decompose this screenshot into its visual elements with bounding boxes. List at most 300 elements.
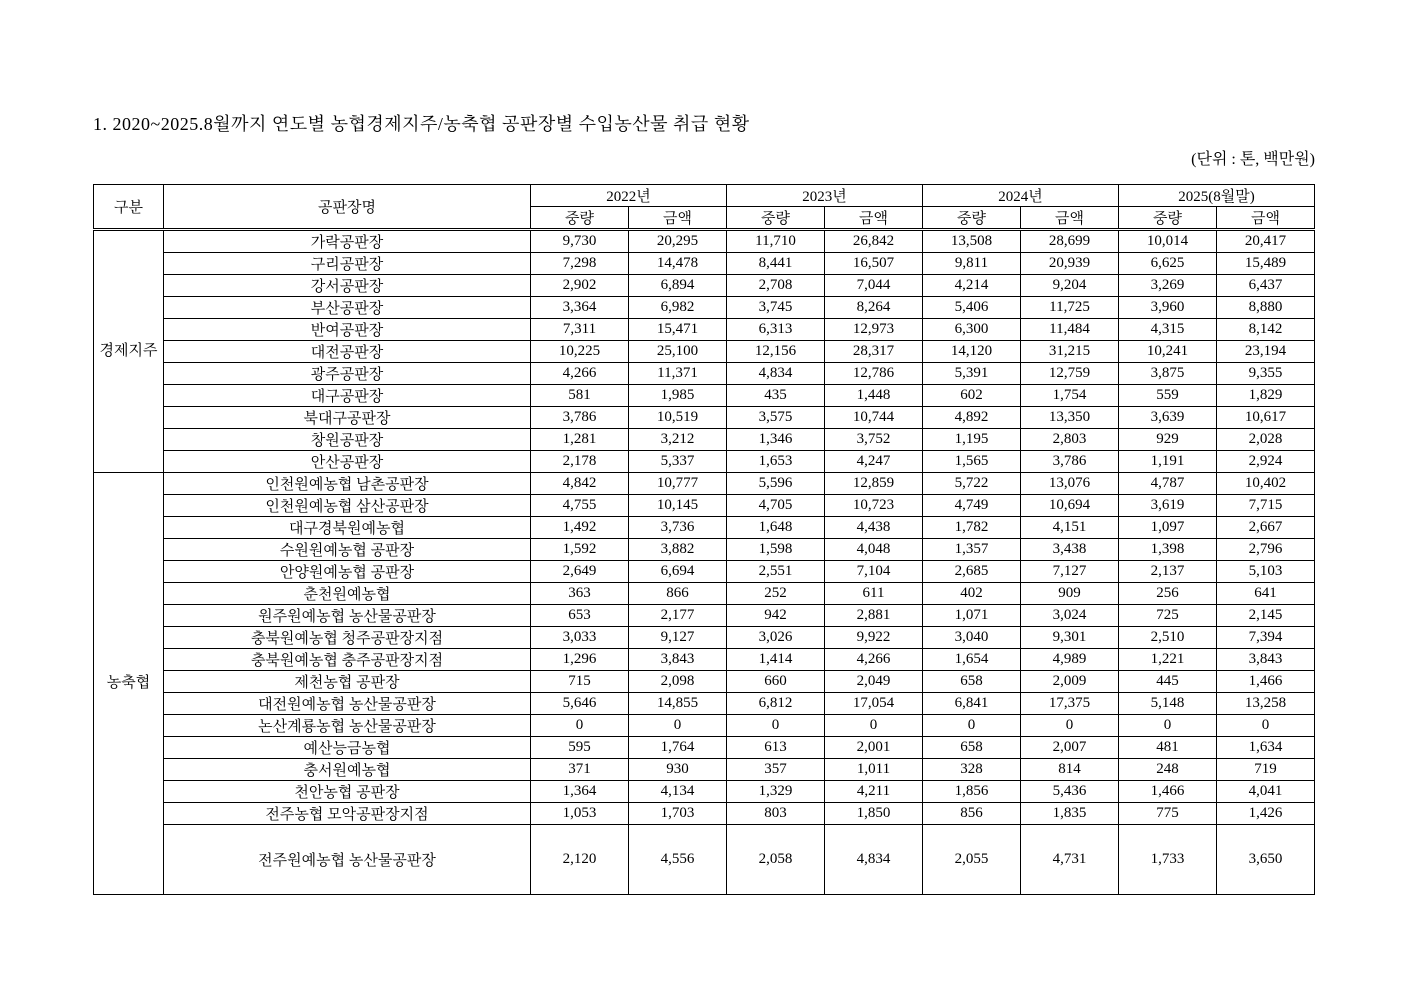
table-row [94,781,1315,803]
value-cell: 4,266 [531,363,629,385]
value-cell: 3,364 [531,297,629,319]
value-cell: 328 [923,759,1021,781]
value-cell: 2,708 [727,275,825,297]
value-cell: 5,436 [1021,781,1119,803]
value-cell: 5,406 [923,297,1021,319]
market-name-cell: 대전원예농협 농산물공판장 [164,693,531,715]
header-row-years [94,185,1315,207]
value-cell: 3,024 [1021,605,1119,627]
value-cell: 2,058 [727,825,825,895]
value-cell: 641 [1217,583,1315,605]
header-weight-2025: 중량 [1119,207,1217,230]
value-cell: 16,507 [825,253,923,275]
value-cell: 0 [727,715,825,737]
value-cell: 4,134 [629,781,727,803]
value-cell: 1,281 [531,429,629,451]
value-cell: 23,194 [1217,341,1315,363]
value-cell: 0 [629,715,727,737]
value-cell: 6,437 [1217,275,1315,297]
value-cell: 4,755 [531,495,629,517]
value-cell: 3,843 [629,649,727,671]
value-cell: 5,596 [727,473,825,495]
value-cell: 4,731 [1021,825,1119,895]
value-cell: 5,103 [1217,561,1315,583]
value-cell: 3,736 [629,517,727,539]
market-name-cell: 전주농협 모악공판장지점 [164,803,531,825]
value-cell: 14,120 [923,341,1021,363]
value-cell: 5,148 [1119,693,1217,715]
market-name-cell: 전주원예농협 농산물공판장 [164,825,531,895]
table-row [94,605,1315,627]
value-cell: 2,055 [923,825,1021,895]
value-cell: 775 [1119,803,1217,825]
value-cell: 13,076 [1021,473,1119,495]
value-cell: 9,301 [1021,627,1119,649]
value-cell: 6,313 [727,319,825,341]
header-amount-2025: 금액 [1217,207,1315,230]
value-cell: 445 [1119,671,1217,693]
value-cell: 930 [629,759,727,781]
value-cell: 10,402 [1217,473,1315,495]
value-cell: 17,054 [825,693,923,715]
header-weight-2022: 중량 [531,207,629,230]
value-cell: 719 [1217,759,1315,781]
table-row [94,451,1315,473]
value-cell: 929 [1119,429,1217,451]
value-cell: 10,617 [1217,407,1315,429]
value-cell: 357 [727,759,825,781]
market-name-cell: 반여공판장 [164,319,531,341]
market-name-cell: 수원원예농협 공판장 [164,539,531,561]
table-row [94,275,1315,297]
value-cell: 14,855 [629,693,727,715]
table-row [94,693,1315,715]
value-cell: 3,033 [531,627,629,649]
value-cell: 5,337 [629,451,727,473]
value-cell: 9,204 [1021,275,1119,297]
header-category: 구분 [94,185,164,230]
value-cell: 2,049 [825,671,923,693]
value-cell: 1,782 [923,517,1021,539]
market-name-cell: 충서원예농협 [164,759,531,781]
value-cell: 10,694 [1021,495,1119,517]
value-cell: 559 [1119,385,1217,407]
value-cell: 6,982 [629,297,727,319]
value-cell: 1,829 [1217,385,1315,407]
category-cell: 경제지주 [94,230,164,473]
value-cell: 2,803 [1021,429,1119,451]
value-cell: 814 [1021,759,1119,781]
value-cell: 1,053 [531,803,629,825]
value-cell: 10,519 [629,407,727,429]
value-cell: 248 [1119,759,1217,781]
value-cell: 909 [1021,583,1119,605]
market-name-cell: 강서공판장 [164,275,531,297]
table-row [94,297,1315,319]
value-cell: 725 [1119,605,1217,627]
value-cell: 2,120 [531,825,629,895]
value-cell: 10,145 [629,495,727,517]
value-cell: 866 [629,583,727,605]
value-cell: 1,850 [825,803,923,825]
market-name-cell: 북대구공판장 [164,407,531,429]
market-name-cell: 충북원예농협 청주공판장지점 [164,627,531,649]
value-cell: 2,924 [1217,451,1315,473]
value-cell: 3,438 [1021,539,1119,561]
value-cell: 14,478 [629,253,727,275]
header-year-2024: 2024년 [923,185,1119,207]
import-data-table [93,184,1315,895]
value-cell: 20,939 [1021,253,1119,275]
value-cell: 5,722 [923,473,1021,495]
value-cell: 252 [727,583,825,605]
value-cell: 2,881 [825,605,923,627]
value-cell: 9,355 [1217,363,1315,385]
value-cell: 2,009 [1021,671,1119,693]
page-title: 1. 2020~2025.8월까지 연도별 농협경제지주/농축협 공판장별 수입농산물 취급 현황 [93,114,750,134]
market-name-cell: 안양원예농협 공판장 [164,561,531,583]
value-cell: 26,842 [825,230,923,253]
value-cell: 4,892 [923,407,1021,429]
value-cell: 2,098 [629,671,727,693]
value-cell: 15,489 [1217,253,1315,275]
value-cell: 9,127 [629,627,727,649]
value-cell: 0 [1217,715,1315,737]
value-cell: 1,592 [531,539,629,561]
value-cell: 1,296 [531,649,629,671]
value-cell: 0 [1021,715,1119,737]
value-cell: 3,752 [825,429,923,451]
market-name-cell: 인천원예농협 삼산공판장 [164,495,531,517]
value-cell: 1,492 [531,517,629,539]
value-cell: 1,985 [629,385,727,407]
value-cell: 3,639 [1119,407,1217,429]
value-cell: 4,048 [825,539,923,561]
value-cell: 1,598 [727,539,825,561]
table-row [94,473,1315,495]
value-cell: 595 [531,737,629,759]
value-cell: 3,650 [1217,825,1315,895]
market-name-cell: 예산능금농협 [164,737,531,759]
value-cell: 2,001 [825,737,923,759]
value-cell: 1,634 [1217,737,1315,759]
value-cell: 7,298 [531,253,629,275]
value-cell: 3,843 [1217,649,1315,671]
value-cell: 7,394 [1217,627,1315,649]
value-cell: 2,649 [531,561,629,583]
value-cell: 1,703 [629,803,727,825]
value-cell: 1,011 [825,759,923,781]
value-cell: 1,654 [923,649,1021,671]
value-cell: 2,551 [727,561,825,583]
value-cell: 1,648 [727,517,825,539]
unit-note: (단위 : 톤, 백만원) [1191,151,1315,168]
value-cell: 1,448 [825,385,923,407]
value-cell: 1,357 [923,539,1021,561]
value-cell: 11,371 [629,363,727,385]
market-name-cell: 대구경북원예농협 [164,517,531,539]
table-row [94,561,1315,583]
value-cell: 10,225 [531,341,629,363]
value-cell: 1,195 [923,429,1021,451]
value-cell: 0 [531,715,629,737]
market-name-cell: 춘천원예농협 [164,583,531,605]
value-cell: 1,565 [923,451,1021,473]
value-cell: 8,880 [1217,297,1315,319]
value-cell: 20,295 [629,230,727,253]
value-cell: 611 [825,583,923,605]
value-cell: 2,685 [923,561,1021,583]
table-row [94,583,1315,605]
value-cell: 9,922 [825,627,923,649]
value-cell: 613 [727,737,825,759]
table-row [94,759,1315,781]
table-row [94,319,1315,341]
value-cell: 602 [923,385,1021,407]
value-cell: 8,142 [1217,319,1315,341]
value-cell: 10,744 [825,407,923,429]
market-name-cell: 가락공판장 [164,230,531,253]
value-cell: 1,835 [1021,803,1119,825]
value-cell: 4,247 [825,451,923,473]
value-cell: 4,842 [531,473,629,495]
header-weight-2024: 중량 [923,207,1021,230]
header-year-2025: 2025(8월말) [1119,185,1315,207]
market-name-cell: 충북원예농협 충주공판장지점 [164,649,531,671]
value-cell: 9,811 [923,253,1021,275]
value-cell: 4,151 [1021,517,1119,539]
table-row [94,671,1315,693]
value-cell: 13,350 [1021,407,1119,429]
value-cell: 481 [1119,737,1217,759]
value-cell: 10,014 [1119,230,1217,253]
value-cell: 4,556 [629,825,727,895]
table-row [94,715,1315,737]
value-cell: 28,317 [825,341,923,363]
value-cell: 0 [923,715,1021,737]
header-year-2022: 2022년 [531,185,727,207]
table-row [94,230,1315,253]
value-cell: 1,426 [1217,803,1315,825]
table-row [94,825,1315,895]
value-cell: 942 [727,605,825,627]
value-cell: 256 [1119,583,1217,605]
value-cell: 4,211 [825,781,923,803]
value-cell: 2,177 [629,605,727,627]
value-cell: 1,329 [727,781,825,803]
value-cell: 25,100 [629,341,727,363]
table-row [94,737,1315,759]
value-cell: 3,212 [629,429,727,451]
table-row [94,495,1315,517]
value-cell: 11,710 [727,230,825,253]
value-cell: 4,749 [923,495,1021,517]
market-name-cell: 인천원예농협 남촌공판장 [164,473,531,495]
value-cell: 4,834 [825,825,923,895]
value-cell: 12,973 [825,319,923,341]
value-cell: 2,028 [1217,429,1315,451]
market-name-cell: 구리공판장 [164,253,531,275]
value-cell: 803 [727,803,825,825]
value-cell: 17,375 [1021,693,1119,715]
value-cell: 3,619 [1119,495,1217,517]
value-cell: 0 [825,715,923,737]
value-cell: 4,834 [727,363,825,385]
value-cell: 1,071 [923,605,1021,627]
market-name-cell: 광주공판장 [164,363,531,385]
value-cell: 2,178 [531,451,629,473]
market-name-cell: 논산계룡농협 농산물공판장 [164,715,531,737]
category-cell: 농축협 [94,473,164,895]
value-cell: 6,694 [629,561,727,583]
value-cell: 3,960 [1119,297,1217,319]
value-cell: 4,705 [727,495,825,517]
table-row [94,539,1315,561]
value-cell: 581 [531,385,629,407]
value-cell: 13,258 [1217,693,1315,715]
value-cell: 1,754 [1021,385,1119,407]
value-cell: 4,041 [1217,781,1315,803]
value-cell: 13,508 [923,230,1021,253]
value-cell: 5,391 [923,363,1021,385]
value-cell: 1,764 [629,737,727,759]
table-row [94,341,1315,363]
value-cell: 715 [531,671,629,693]
value-cell: 2,902 [531,275,629,297]
table-row [94,253,1315,275]
table-row [94,407,1315,429]
value-cell: 2,145 [1217,605,1315,627]
value-cell: 653 [531,605,629,627]
value-cell: 435 [727,385,825,407]
table-row [94,803,1315,825]
value-cell: 7,715 [1217,495,1315,517]
table-row [94,363,1315,385]
value-cell: 10,777 [629,473,727,495]
market-name-cell: 대전공판장 [164,341,531,363]
value-cell: 7,044 [825,275,923,297]
header-amount-2022: 금액 [629,207,727,230]
value-cell: 371 [531,759,629,781]
value-cell: 6,300 [923,319,1021,341]
value-cell: 2,796 [1217,539,1315,561]
value-cell: 1,466 [1119,781,1217,803]
header-market-name: 공판장명 [164,185,531,230]
value-cell: 7,311 [531,319,629,341]
market-name-cell: 창원공판장 [164,429,531,451]
value-cell: 1,221 [1119,649,1217,671]
value-cell: 3,875 [1119,363,1217,385]
value-cell: 1,856 [923,781,1021,803]
value-cell: 12,859 [825,473,923,495]
value-cell: 658 [923,737,1021,759]
market-name-cell: 원주원예농협 농산물공판장 [164,605,531,627]
header-amount-2024: 금액 [1021,207,1119,230]
value-cell: 10,723 [825,495,923,517]
value-cell: 1,414 [727,649,825,671]
value-cell: 28,699 [1021,230,1119,253]
value-cell: 3,026 [727,627,825,649]
value-cell: 1,191 [1119,451,1217,473]
value-cell: 2,137 [1119,561,1217,583]
value-cell: 7,127 [1021,561,1119,583]
value-cell: 9,730 [531,230,629,253]
value-cell: 10,241 [1119,341,1217,363]
value-cell: 12,759 [1021,363,1119,385]
value-cell: 1,346 [727,429,825,451]
table-row [94,627,1315,649]
header-year-2023: 2023년 [727,185,923,207]
value-cell: 11,725 [1021,297,1119,319]
value-cell: 3,786 [1021,451,1119,473]
value-cell: 3,575 [727,407,825,429]
value-cell: 3,786 [531,407,629,429]
value-cell: 7,104 [825,561,923,583]
value-cell: 2,667 [1217,517,1315,539]
value-cell: 6,894 [629,275,727,297]
value-cell: 4,214 [923,275,1021,297]
value-cell: 1,364 [531,781,629,803]
value-cell: 1,466 [1217,671,1315,693]
value-cell: 5,646 [531,693,629,715]
value-cell: 11,484 [1021,319,1119,341]
value-cell: 0 [1119,715,1217,737]
value-cell: 658 [923,671,1021,693]
value-cell: 12,156 [727,341,825,363]
value-cell: 1,653 [727,451,825,473]
value-cell: 15,471 [629,319,727,341]
value-cell: 2,007 [1021,737,1119,759]
value-cell: 31,215 [1021,341,1119,363]
market-name-cell: 안산공판장 [164,451,531,473]
table-row [94,429,1315,451]
value-cell: 3,040 [923,627,1021,649]
value-cell: 4,989 [1021,649,1119,671]
table-row [94,649,1315,671]
value-cell: 6,812 [727,693,825,715]
market-name-cell: 천안농협 공판장 [164,781,531,803]
value-cell: 1,733 [1119,825,1217,895]
value-cell: 12,786 [825,363,923,385]
header-amount-2023: 금액 [825,207,923,230]
value-cell: 3,745 [727,297,825,319]
value-cell: 4,315 [1119,319,1217,341]
value-cell: 660 [727,671,825,693]
value-cell: 6,841 [923,693,1021,715]
value-cell: 6,625 [1119,253,1217,275]
value-cell: 363 [531,583,629,605]
value-cell: 3,269 [1119,275,1217,297]
value-cell: 1,398 [1119,539,1217,561]
value-cell: 4,266 [825,649,923,671]
value-cell: 4,438 [825,517,923,539]
value-cell: 8,441 [727,253,825,275]
table-row [94,385,1315,407]
value-cell: 4,787 [1119,473,1217,495]
value-cell: 402 [923,583,1021,605]
value-cell: 20,417 [1217,230,1315,253]
value-cell: 1,097 [1119,517,1217,539]
value-cell: 2,510 [1119,627,1217,649]
table-row [94,517,1315,539]
market-name-cell: 부산공판장 [164,297,531,319]
header-weight-2023: 중량 [727,207,825,230]
market-name-cell: 제천농협 공판장 [164,671,531,693]
value-cell: 856 [923,803,1021,825]
value-cell: 8,264 [825,297,923,319]
market-name-cell: 대구공판장 [164,385,531,407]
value-cell: 3,882 [629,539,727,561]
